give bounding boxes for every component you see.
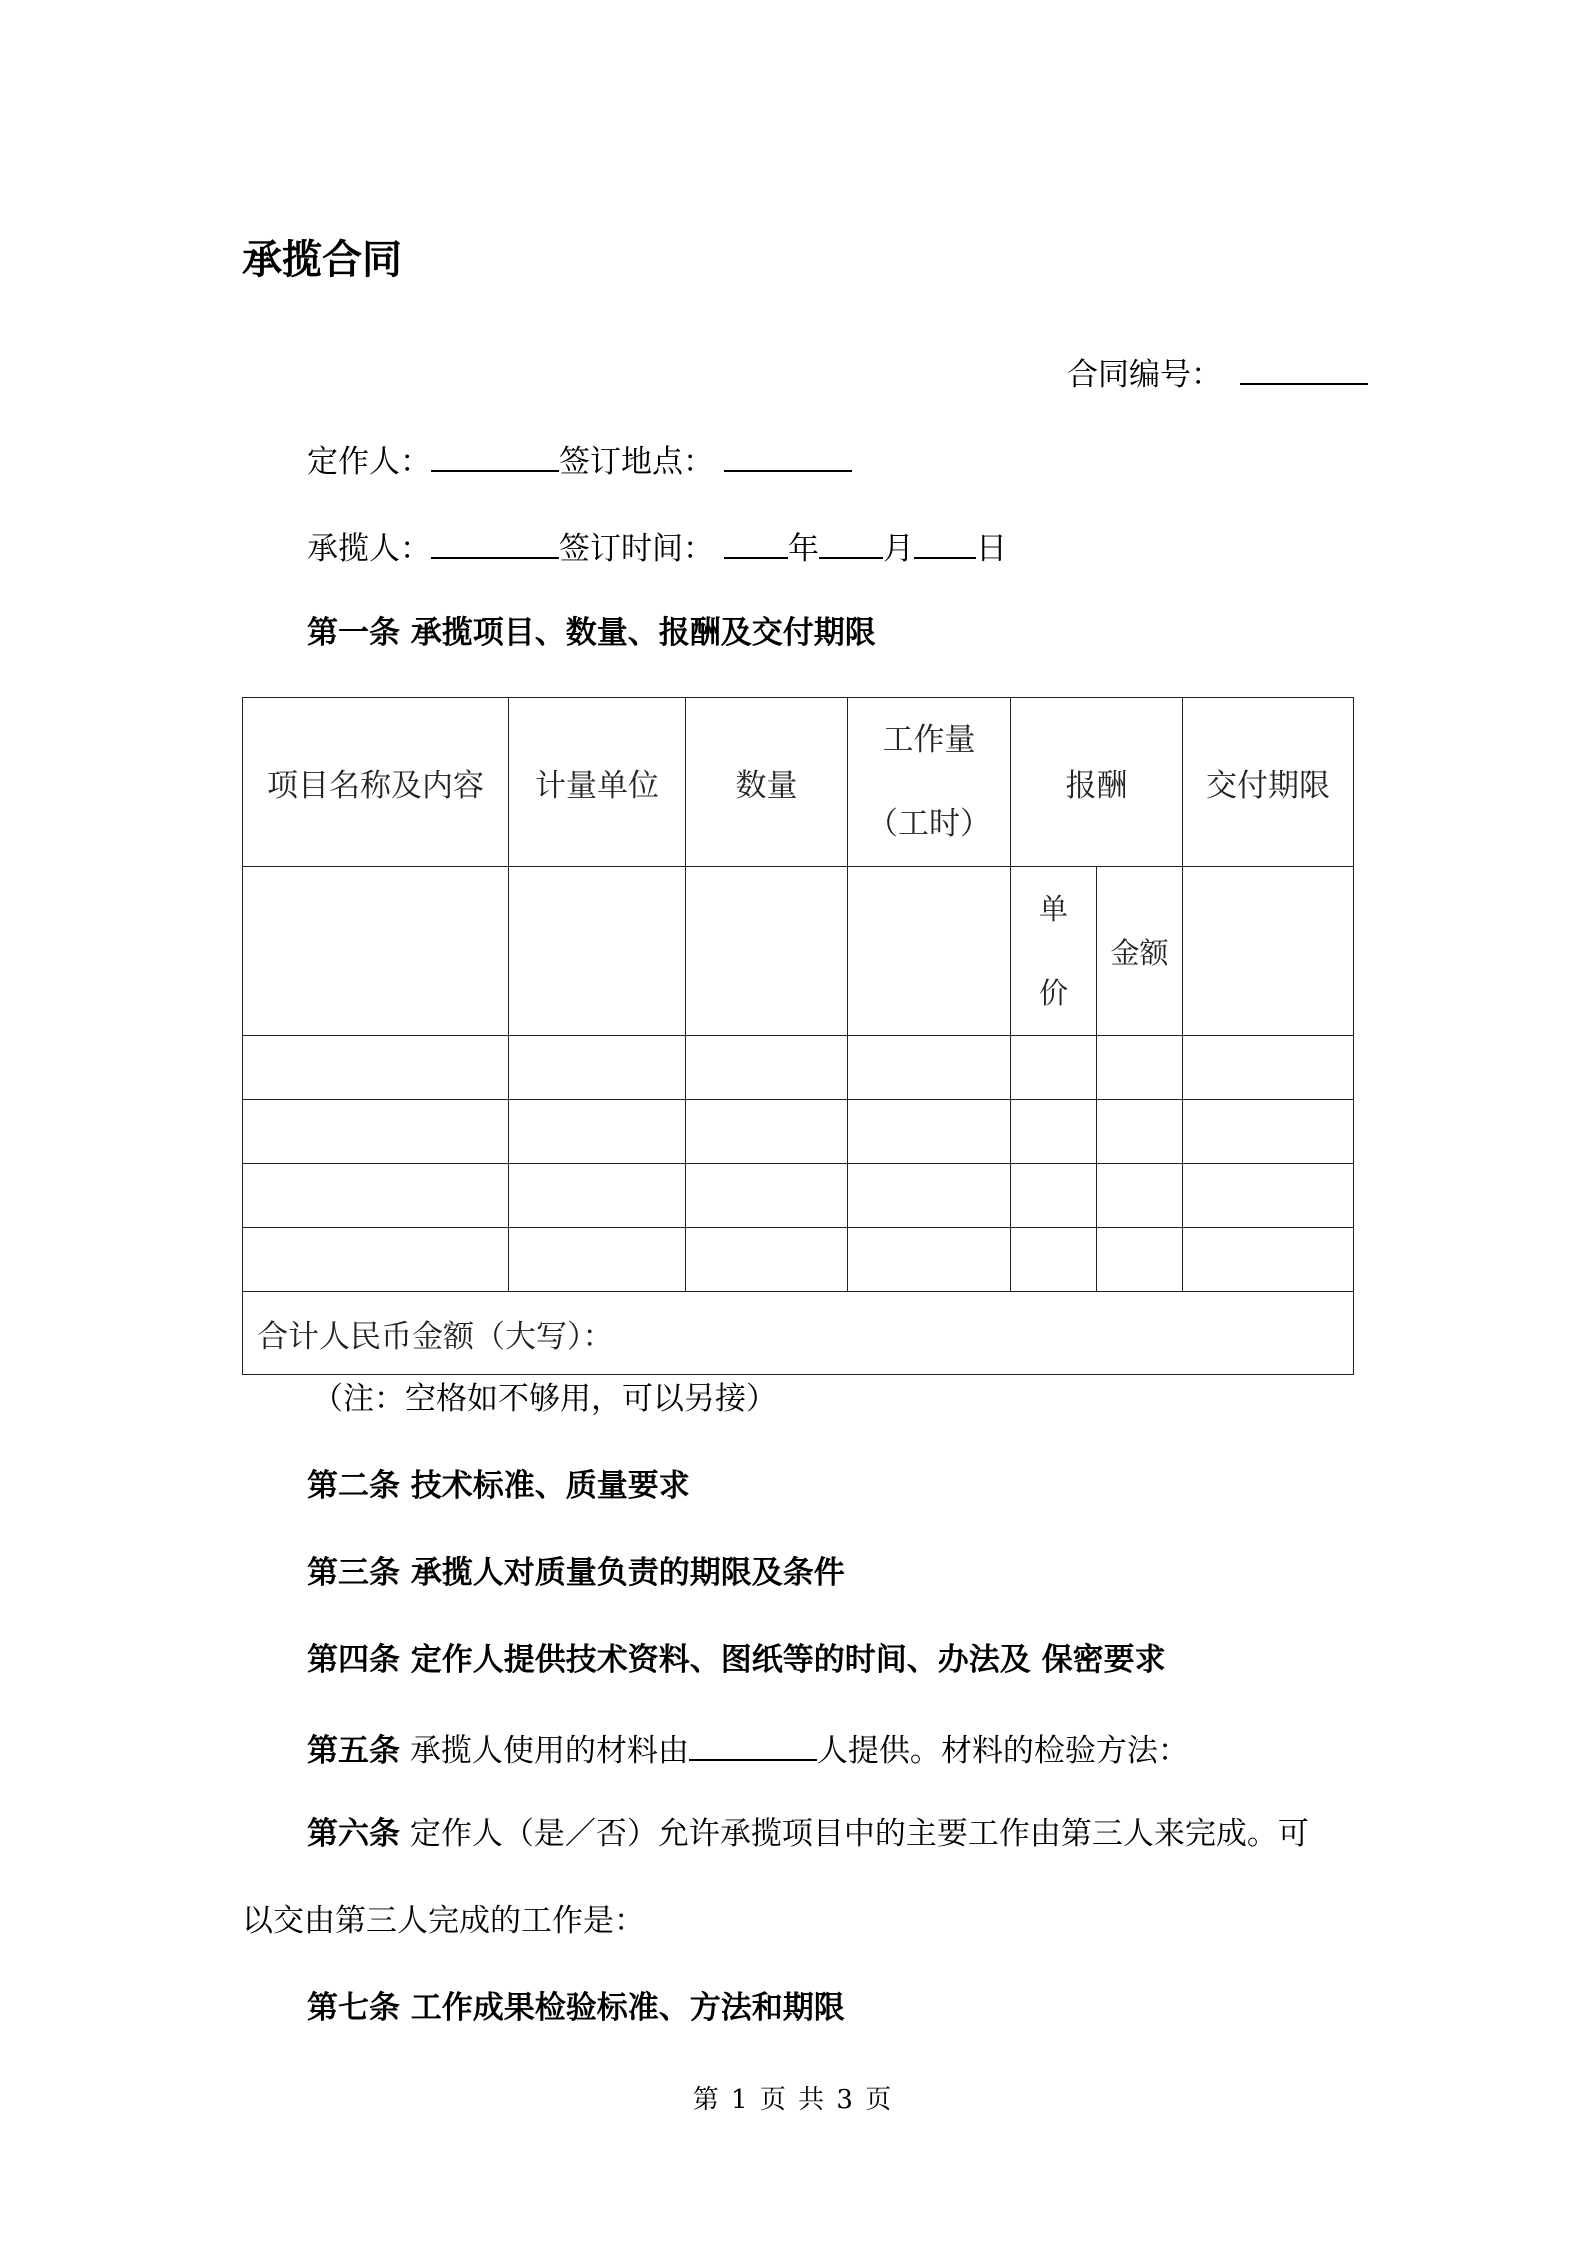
year-label: 年 bbox=[788, 531, 819, 567]
subheader-amount: 金额 bbox=[1097, 867, 1183, 1036]
contract-number-field[interactable] bbox=[1240, 349, 1368, 385]
day-field[interactable] bbox=[914, 523, 976, 559]
article-1-heading: 第一条 承揽项目、数量、报酬及交付期限 bbox=[307, 615, 876, 651]
table-cell[interactable] bbox=[1011, 1100, 1097, 1164]
table-row bbox=[243, 1228, 1354, 1292]
article-2-heading: 第二条 技术标准、质量要求 bbox=[307, 1468, 690, 1504]
table-cell[interactable] bbox=[1097, 1228, 1183, 1292]
table-cell[interactable] bbox=[1183, 1100, 1354, 1164]
article-7-heading: 第七条 工作成果检验标准、方法和期限 bbox=[307, 1990, 845, 2026]
table-subheader-row bbox=[243, 867, 1354, 1036]
article-4-heading: 第四条 定作人提供技术资料、图纸等的时间、办法及 保密要求 bbox=[307, 1642, 1166, 1678]
table-row bbox=[243, 1164, 1354, 1228]
header-quantity: 数量 bbox=[686, 698, 848, 867]
document-title: 承揽合同 bbox=[242, 237, 402, 283]
table-cell[interactable] bbox=[686, 1036, 848, 1100]
table-row bbox=[243, 1036, 1354, 1100]
article-6-text-line2: 以交由第三人完成的工作是： bbox=[242, 1903, 645, 1939]
header-remuneration: 报酬 bbox=[1011, 698, 1183, 867]
table-cell[interactable] bbox=[1011, 1228, 1097, 1292]
party-b-row bbox=[307, 523, 1007, 571]
signing-place-field[interactable] bbox=[724, 436, 852, 472]
table-cell[interactable] bbox=[848, 867, 1011, 1036]
table-total-row bbox=[243, 1292, 1354, 1375]
party-a-label: 定作人： bbox=[307, 444, 431, 480]
month-label: 月 bbox=[883, 531, 914, 567]
table-cell[interactable] bbox=[243, 1036, 509, 1100]
table-cell[interactable] bbox=[509, 1036, 686, 1100]
header-workload-line2: （工时） bbox=[867, 806, 991, 842]
contract-number-row bbox=[1067, 349, 1368, 397]
month-field[interactable] bbox=[819, 523, 883, 559]
header-workload bbox=[848, 698, 1011, 867]
table-cell[interactable] bbox=[848, 1100, 1011, 1164]
table-cell[interactable] bbox=[509, 867, 686, 1036]
table-cell[interactable] bbox=[686, 867, 848, 1036]
table-cell[interactable] bbox=[243, 1100, 509, 1164]
article-6-heading: 第六条 bbox=[307, 1816, 400, 1852]
table-cell[interactable] bbox=[243, 867, 509, 1036]
subheader-unit-price-1: 单 bbox=[1038, 892, 1068, 926]
table-cell[interactable] bbox=[686, 1228, 848, 1292]
header-workload-line1: 工作量 bbox=[882, 722, 976, 758]
table-cell[interactable] bbox=[1011, 1164, 1097, 1228]
article-5-heading: 第五条 bbox=[307, 1733, 400, 1769]
table-cell[interactable] bbox=[1097, 1164, 1183, 1228]
subheader-unit-price-2: 价 bbox=[1038, 976, 1068, 1010]
year-field[interactable] bbox=[724, 523, 788, 559]
signing-place-label: 签订地点： bbox=[559, 444, 714, 480]
party-b-label: 承揽人： bbox=[307, 531, 431, 567]
article-6-text-line1: 定作人（是／否）允许承揽项目中的主要工作由第三人来完成。可 bbox=[409, 1816, 1309, 1852]
table-cell[interactable] bbox=[1097, 1100, 1183, 1164]
header-unit: 计量单位 bbox=[509, 698, 686, 867]
article-3-heading: 第三条 承揽人对质量负责的期限及条件 bbox=[307, 1555, 845, 1591]
table-cell[interactable] bbox=[1183, 1036, 1354, 1100]
party-a-field[interactable] bbox=[431, 436, 559, 472]
article-5-text-before: 承揽人使用的材料由 bbox=[409, 1733, 689, 1769]
table-cell[interactable] bbox=[1097, 1036, 1183, 1100]
table-cell[interactable] bbox=[243, 1228, 509, 1292]
project-table bbox=[242, 697, 1354, 1375]
table-cell[interactable] bbox=[686, 1100, 848, 1164]
article-5-text-after: 人提供。材料的检验方法： bbox=[816, 1733, 1189, 1769]
total-amount-label[interactable]: 合计人民币金额（大写）： bbox=[243, 1292, 1354, 1375]
table-cell[interactable] bbox=[686, 1164, 848, 1228]
table-cell[interactable] bbox=[509, 1228, 686, 1292]
article-5 bbox=[307, 1725, 1189, 1773]
table-cell[interactable] bbox=[1183, 867, 1354, 1036]
day-label: 日 bbox=[976, 531, 1007, 567]
contract-number-label: 合同编号： bbox=[1067, 357, 1222, 393]
table-cell[interactable] bbox=[1183, 1164, 1354, 1228]
party-b-field[interactable] bbox=[431, 523, 559, 559]
header-item-name: 项目名称及内容 bbox=[243, 698, 509, 867]
subheader-unit-price bbox=[1011, 867, 1097, 1036]
table-cell[interactable] bbox=[1011, 1036, 1097, 1100]
table-row bbox=[243, 1100, 1354, 1164]
table-cell[interactable] bbox=[1183, 1228, 1354, 1292]
header-delivery: 交付期限 bbox=[1183, 698, 1354, 867]
table-cell[interactable] bbox=[848, 1228, 1011, 1292]
table-header-row bbox=[243, 698, 1354, 867]
table-cell[interactable] bbox=[848, 1164, 1011, 1228]
table-cell[interactable] bbox=[848, 1036, 1011, 1100]
material-provider-field[interactable] bbox=[689, 1725, 817, 1761]
article-6 bbox=[307, 1812, 1309, 1856]
table-cell[interactable] bbox=[509, 1164, 686, 1228]
party-a-row bbox=[307, 436, 852, 484]
table-cell[interactable] bbox=[509, 1100, 686, 1164]
table-note: （注：空格如不够用，可以另接） bbox=[312, 1381, 777, 1417]
table-cell[interactable] bbox=[243, 1164, 509, 1228]
signing-time-label: 签订时间： bbox=[559, 531, 714, 567]
page-footer: 第 1 页 共 3 页 bbox=[692, 2085, 894, 2115]
